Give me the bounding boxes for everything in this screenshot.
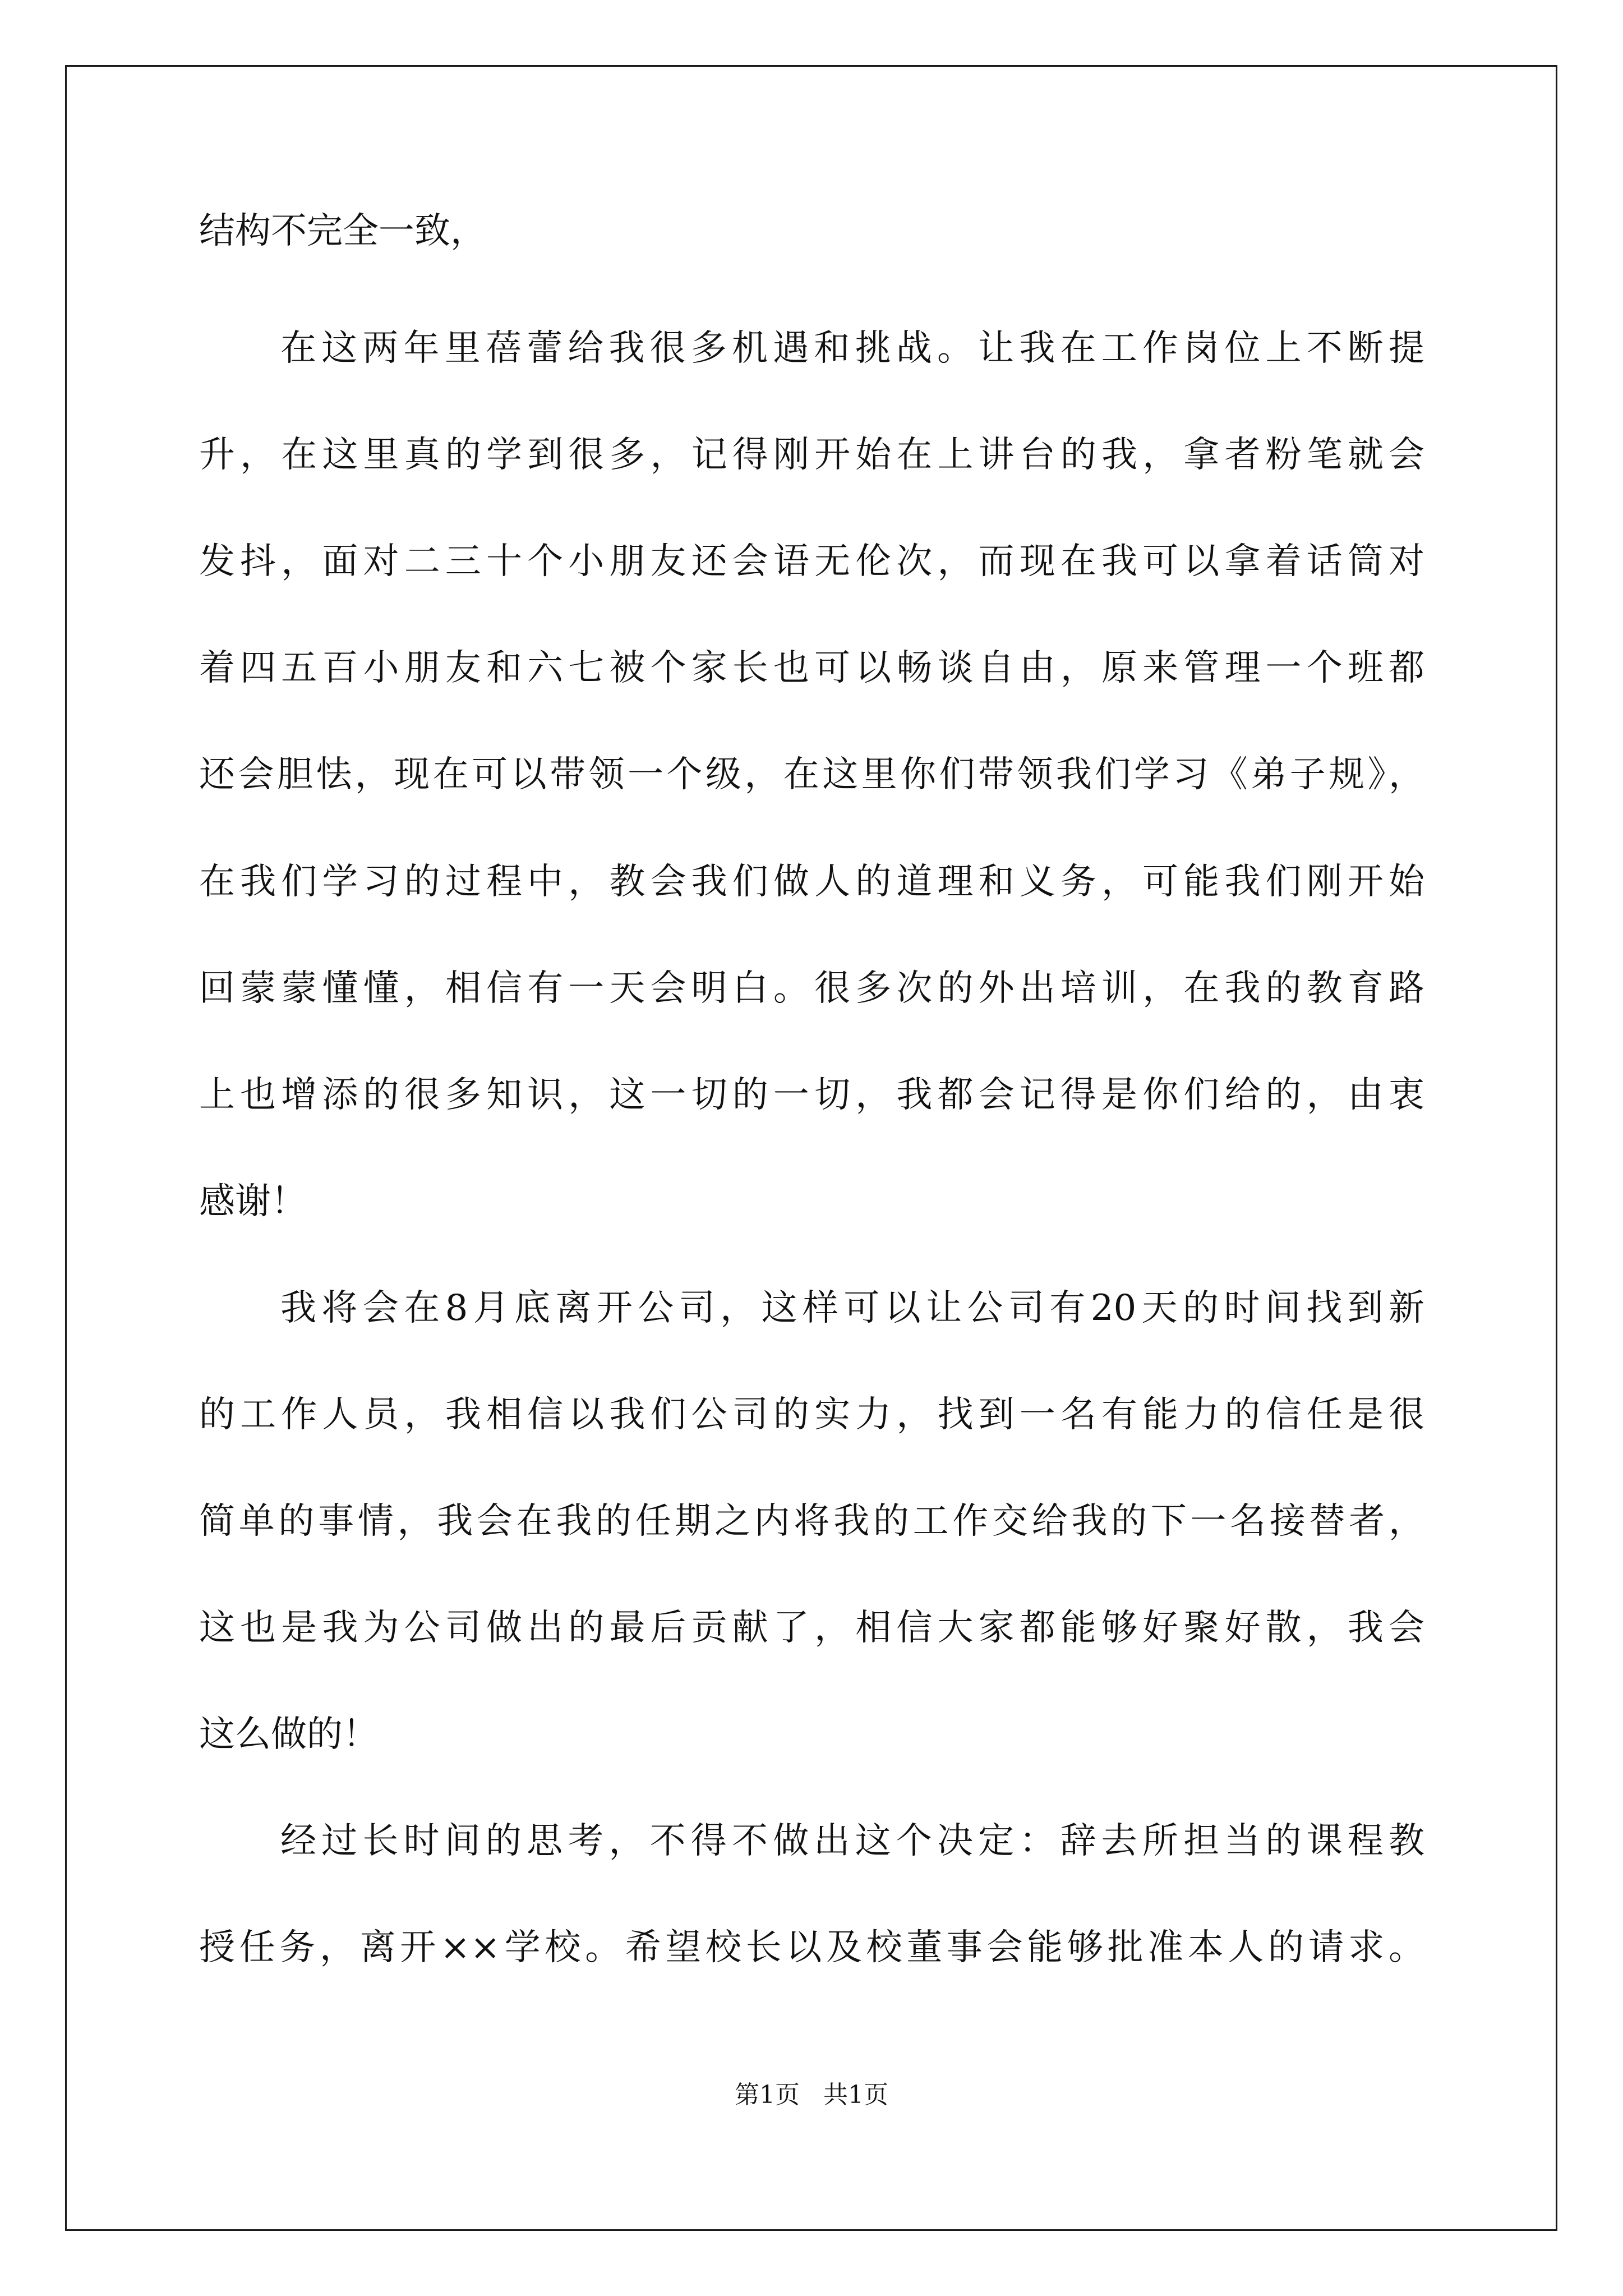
paragraph-first-line: 在这两年里蓓蕾给我很多机遇和挑战。让我在工作岗位上不断提 bbox=[280, 328, 1424, 369]
page-border bbox=[65, 65, 1557, 2231]
text-line: 还会胆怯，现在可以带领一个级，在这里你们带领我们学习《弟子规》， bbox=[199, 754, 1424, 795]
text-line: 着四五百小朋友和六七被个家长也可以畅谈自由，原来管理一个班都 bbox=[199, 647, 1424, 689]
text-line: 的工作人员，我相信以我们公司的实力，找到一名有能力的信任是很 bbox=[199, 1394, 1424, 1435]
text-line: 升，在这里真的学到很多，记得刚开始在上讲台的我，拿者粉笔就会 bbox=[199, 434, 1424, 476]
paragraph-first-line: 经过长时间的思考，不得不做出这个决定：辞去所担当的课程教 bbox=[280, 1820, 1424, 1862]
text-line: 回蒙蒙懂懂，相信有一天会明白。很多次的外出培训，在我的教育路 bbox=[199, 968, 1424, 1009]
text-line: 感谢！ bbox=[199, 1181, 307, 1222]
text-line: 结构不完全一致， bbox=[199, 210, 486, 252]
page-footer bbox=[0, 2078, 1623, 2112]
text-line: 在我们学习的过程中，教会我们做人的道理和义务，可能我们刚开始 bbox=[199, 861, 1424, 903]
text-line: 发抖，面对二三十个小朋友还会语无伦次，而现在我可以拿着话筒对 bbox=[199, 541, 1424, 582]
text-line: 授任务，离开××学校。希望校长以及校董事会能够批准本人的请求。 bbox=[199, 1927, 1424, 1968]
text-line: 简单的事情，我会在我的任期之内将我的工作交给我的下一名接替者， bbox=[199, 1501, 1424, 1542]
text-line: 上也增添的很多知识，这一切的一切，我都会记得是你们给的，由衷 bbox=[199, 1074, 1424, 1116]
page-number: 第1页 bbox=[735, 2081, 800, 2109]
page-total: 共1页 bbox=[823, 2081, 888, 2109]
text-line: 这么做的！ bbox=[199, 1714, 379, 1755]
text-line: 这也是我为公司做出的最后贡献了，相信大家都能够好聚好散，我会 bbox=[199, 1607, 1424, 1649]
paragraph-first-line: 我将会在8月底离开公司，这样可以让公司有20天的时间找到新 bbox=[280, 1287, 1424, 1329]
